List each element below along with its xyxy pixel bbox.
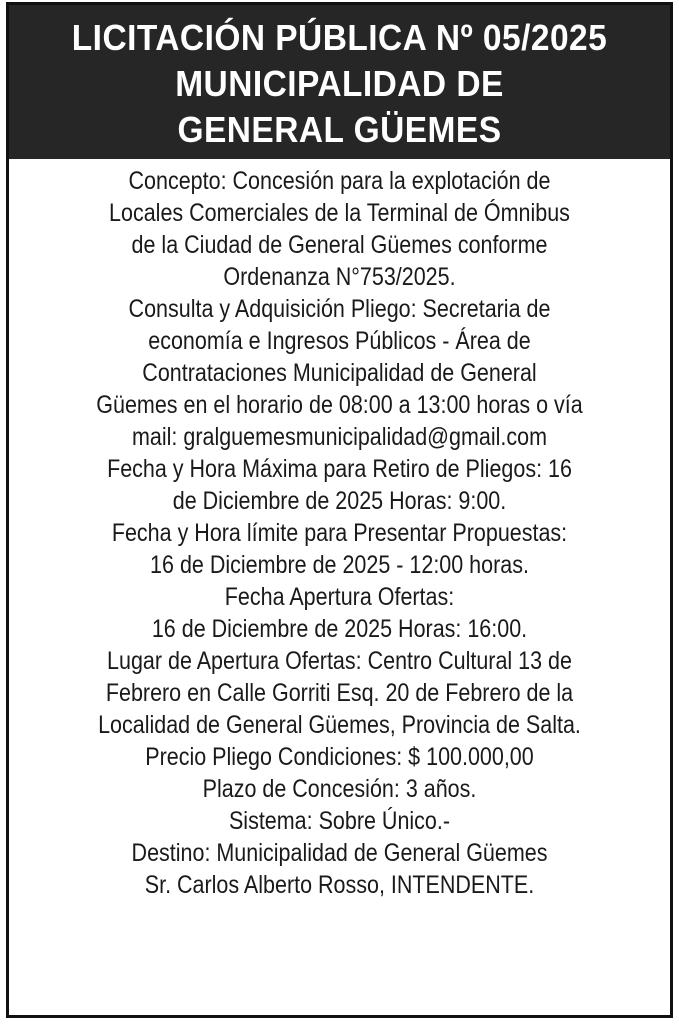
price-line: Precio Pliego Condiciones: $ 100.000,00 [145,743,534,771]
system-line: Sistema: Sobre Único.- [228,807,451,835]
concept-line-4: Ordenanza N°753/2025. [223,263,456,291]
opening-date-line-1: Fecha Apertura Ofertas: [224,583,455,611]
submission-deadline-line-1: Fecha y Hora límite para Presentar Propuestas: [111,519,568,547]
concept-line-2: Locales Comerciales de la Terminal de Ómnibus [109,199,570,227]
opening-place-line-1: Lugar de Apertura Ofertas: Centro Cultural 13 de [107,647,572,675]
contact-email-line: mail: gralguemesmunicipalidad@gmail.com [132,423,547,451]
concept-line-3: de la Ciudad de General Güemes conforme [131,231,548,259]
opening-date-line-2: 16 de Diciembre de 2025 Horas: 16:00. [151,615,528,643]
notice-issuer-line-1: MUNICIPALIDAD DE [175,63,504,104]
destination-line: Destino: Municipalidad de General Güemes [131,839,548,867]
pickup-deadline-line-1: Fecha y Hora Máxima para Retiro de Pliegos: 16 [107,455,572,483]
inquiry-line-1: Consulta y Adquisición Pliego: Secretaria de [128,295,551,323]
notice-title: LICITACIÓN PÚBLICA Nº 05/2025 [71,17,608,58]
notice-body [9,159,670,901]
submission-deadline-line-2: 16 de Diciembre de 2025 - 12:00 horas. [150,551,529,579]
inquiry-line-2: economía e Ingresos Públicos - Área de [148,327,531,355]
public-tender-notice [6,2,673,1018]
concept-line-1: Concepto: Concesión para la explotación de [128,167,551,195]
opening-place-line-2: Febrero en Calle Gorriti Esq. 20 de Febrero de la [105,679,574,707]
opening-place-line-3: Localidad de General Güemes, Provincia de Salta. [98,711,581,739]
notice-header [9,5,670,159]
pickup-deadline-line-2: de Diciembre de 2025 Horas: 9:00. [172,487,507,515]
notice-issuer-line-2: GENERAL GÜEMES [177,109,502,150]
term-line: Plazo de Concesión: 3 años. [202,775,477,803]
inquiry-line-4: Güemes en el horario de 08:00 a 13:00 horas o vía [96,391,583,419]
signatory-line: Sr. Carlos Alberto Rosso, INTENDENTE. [144,871,535,899]
inquiry-line-3: Contrataciones Municipalidad de General [142,359,537,387]
